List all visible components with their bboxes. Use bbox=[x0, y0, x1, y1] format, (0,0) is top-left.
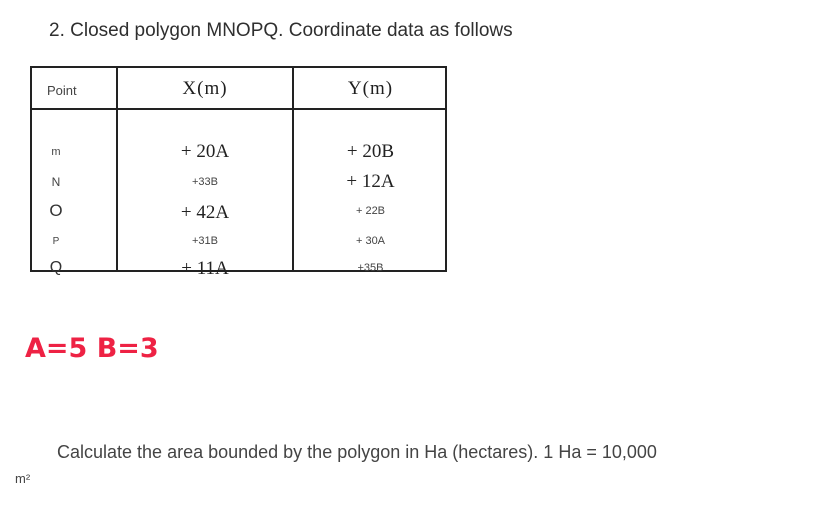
question-text: Calculate the area bounded by the polygon in Ha (hectares). 1 Ha = 10,000 bbox=[57, 442, 657, 462]
x-value-p: +31B bbox=[192, 235, 218, 247]
y-value-n: + 12A bbox=[346, 171, 395, 192]
point-label-p: P bbox=[52, 236, 60, 247]
y-value-m: + 20B bbox=[346, 141, 395, 162]
x-value-n: +33B bbox=[192, 176, 218, 188]
unit-label: m² bbox=[15, 471, 31, 486]
x-value-o: + 42A bbox=[180, 202, 230, 223]
header-y: Y(m) bbox=[347, 78, 394, 99]
y-value-q: +35B bbox=[357, 262, 384, 274]
given-values: A=5 B=3 bbox=[25, 333, 159, 364]
x-value-m: + 20A bbox=[180, 141, 230, 162]
point-label-n: N bbox=[51, 175, 61, 189]
header-point: Point bbox=[47, 83, 77, 98]
x-value-q: + 11A bbox=[181, 258, 229, 279]
point-label-m: m bbox=[51, 146, 61, 158]
point-label-q: Q bbox=[49, 259, 63, 276]
question-heading: 2. Closed polygon MNOPQ. Coordinate data as follows bbox=[49, 20, 513, 41]
header-x: X(m) bbox=[182, 78, 228, 99]
point-label-o: O bbox=[49, 201, 63, 220]
coordinate-table bbox=[30, 66, 447, 279]
table-header-divider bbox=[32, 108, 445, 110]
y-value-p: + 30A bbox=[355, 235, 386, 247]
y-value-o: + 22B bbox=[355, 205, 386, 217]
